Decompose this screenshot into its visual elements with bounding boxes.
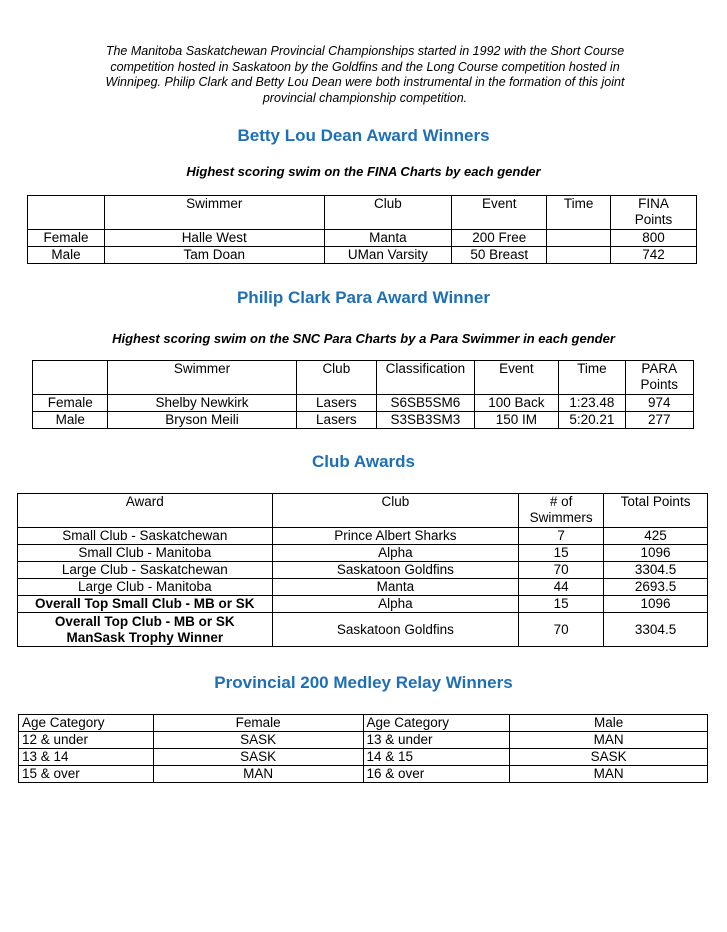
- table-cell: Manta: [272, 579, 519, 596]
- header-text: # of Swimmers: [529, 494, 593, 525]
- table-cell: Lasers: [296, 412, 376, 429]
- header-cell: [33, 361, 108, 395]
- header-cell: Total Points: [604, 494, 708, 528]
- table-cell: 13 & 14: [19, 749, 154, 766]
- club-awards-table: [17, 493, 708, 647]
- table-cell: Female: [28, 230, 105, 247]
- table-cell: 7: [519, 528, 604, 545]
- table-cell: 50 Breast: [452, 247, 547, 264]
- betty-lou-dean-subtitle: Highest scoring swim on the FINA Charts by each gender: [186, 164, 541, 179]
- table-cell: 800: [611, 230, 697, 247]
- table-cell: [547, 247, 611, 264]
- header-cell: Club: [296, 361, 376, 395]
- table-cell: 15: [519, 545, 604, 562]
- table-row: [19, 766, 708, 783]
- table-cell: 15 & over: [19, 766, 154, 783]
- table-cell: Prince Albert Sharks: [272, 528, 519, 545]
- table-cell: Male: [28, 247, 105, 264]
- table-cell: Small Club - Saskatchewan: [18, 528, 273, 545]
- header-cell: Time: [547, 196, 611, 230]
- table-cell: 742: [611, 247, 697, 264]
- table-row: [18, 613, 708, 647]
- table-row: [33, 412, 694, 429]
- header-cell: Age Category: [363, 715, 510, 732]
- header-cell: Swimmer: [108, 361, 296, 395]
- table-row: [18, 596, 708, 613]
- table-cell: Large Club - Manitoba: [18, 579, 273, 596]
- header-cell: Female: [153, 715, 363, 732]
- table-cell: 12 & under: [19, 732, 154, 749]
- table-cell: Tam Doan: [104, 247, 324, 264]
- table-cell: 5:20.21: [559, 412, 625, 429]
- table-cell: 3304.5: [604, 613, 708, 647]
- header-cell: Event: [474, 361, 559, 395]
- table-cell: Shelby Newkirk: [108, 395, 296, 412]
- table-cell: SASK: [153, 749, 363, 766]
- table-cell: Overall Top Small Club - MB or SK: [18, 596, 273, 613]
- table-cell: MAN: [510, 732, 708, 749]
- table-cell: SASK: [153, 732, 363, 749]
- intro-line: provincial championship competition.: [262, 90, 468, 105]
- table-row: [33, 395, 694, 412]
- table-cell: UMan Varsity: [324, 247, 452, 264]
- table-cell: 70: [519, 613, 604, 647]
- table-cell: 70: [519, 562, 604, 579]
- header-cell: [28, 196, 105, 230]
- table-cell: Alpha: [272, 596, 519, 613]
- header-cell: [625, 361, 693, 395]
- table-cell: 2693.5: [604, 579, 708, 596]
- header-cell: Club: [324, 196, 452, 230]
- table-cell: 425: [604, 528, 708, 545]
- philip-clark-table: [32, 360, 694, 429]
- header-text: FINA Points: [634, 196, 673, 227]
- header-cell: Swimmer: [104, 196, 324, 230]
- table-row: [18, 545, 708, 562]
- table-cell: 15: [519, 596, 604, 613]
- header-cell: Classification: [377, 361, 475, 395]
- table-cell: 13 & under: [363, 732, 510, 749]
- table-header-row: [28, 196, 697, 230]
- table-cell: Lasers: [296, 395, 376, 412]
- table-cell: 100 Back: [474, 395, 559, 412]
- relay-heading: Provincial 200 Medley Relay Winners: [214, 673, 513, 692]
- philip-clark-heading: Philip Clark Para Award Winner: [236, 288, 491, 307]
- table-row: [28, 230, 697, 247]
- table-cell: MAN: [510, 766, 708, 783]
- betty-lou-dean-table: [27, 195, 697, 264]
- intro-line: Winnipeg. Philip Clark and Betty Lou Dean were both instrumental in the formation of this joint: [105, 75, 625, 89]
- table-cell: 1:23.48: [559, 395, 625, 412]
- header-cell: Time: [559, 361, 625, 395]
- table-cell: [18, 613, 273, 647]
- table-row: [19, 749, 708, 766]
- cell-text: Overall Top Club - MB or SK ManSask Trophy Winner: [54, 613, 235, 645]
- table-cell: Small Club - Manitoba: [18, 545, 273, 562]
- betty-lou-dean-heading: Betty Lou Dean Award Winners: [237, 126, 490, 145]
- intro-line: competition hosted in Saskatoon by the Goldfins and the Long Course competition hosted in: [110, 59, 620, 74]
- header-cell: Club: [272, 494, 519, 528]
- table-cell: Halle West: [104, 230, 324, 247]
- table-cell: 150 IM: [474, 412, 559, 429]
- table-cell: SASK: [510, 749, 708, 766]
- intro-paragraph: [70, 44, 660, 106]
- table-cell: Saskatoon Goldfins: [272, 613, 519, 647]
- table-row: [19, 732, 708, 749]
- table-cell: Manta: [324, 230, 452, 247]
- table-cell: Female: [33, 395, 108, 412]
- table-header-row: [33, 361, 694, 395]
- table-cell: 200 Free: [452, 230, 547, 247]
- table-header-row: [19, 715, 708, 732]
- table-cell: 1096: [604, 545, 708, 562]
- table-cell: 1096: [604, 596, 708, 613]
- table-cell: 44: [519, 579, 604, 596]
- table-cell: 277: [625, 412, 693, 429]
- table-cell: Alpha: [272, 545, 519, 562]
- table-cell: 974: [625, 395, 693, 412]
- table-cell: 16 & over: [363, 766, 510, 783]
- table-row: [18, 579, 708, 596]
- philip-clark-subtitle: Highest scoring swim on the SNC Para Charts by a Para Swimmer in each gender: [112, 331, 615, 346]
- table-cell: Saskatoon Goldfins: [272, 562, 519, 579]
- header-cell: [519, 494, 604, 528]
- header-cell: [611, 196, 697, 230]
- table-cell: 3304.5: [604, 562, 708, 579]
- header-cell: Age Category: [19, 715, 154, 732]
- table-cell: [547, 230, 611, 247]
- header-cell: Event: [452, 196, 547, 230]
- table-cell: MAN: [153, 766, 363, 783]
- table-cell: S6SB5SM6: [377, 395, 475, 412]
- table-cell: S3SB3SM3: [377, 412, 475, 429]
- club-awards-heading: Club Awards: [312, 452, 415, 471]
- table-cell: Bryson Meili: [108, 412, 296, 429]
- table-cell: Large Club - Saskatchewan: [18, 562, 273, 579]
- intro-line: The Manitoba Saskatchewan Provincial Championships started in 1992 with the Short Course: [105, 44, 625, 58]
- table-row: [18, 562, 708, 579]
- table-header-row: [18, 494, 708, 528]
- relay-table: [18, 714, 708, 783]
- table-cell: Male: [33, 412, 108, 429]
- header-cell: Award: [18, 494, 273, 528]
- table-cell: 14 & 15: [363, 749, 510, 766]
- table-row: [18, 528, 708, 545]
- header-cell: Male: [510, 715, 708, 732]
- table-row: [28, 247, 697, 264]
- header-text: PARA Points: [640, 361, 679, 392]
